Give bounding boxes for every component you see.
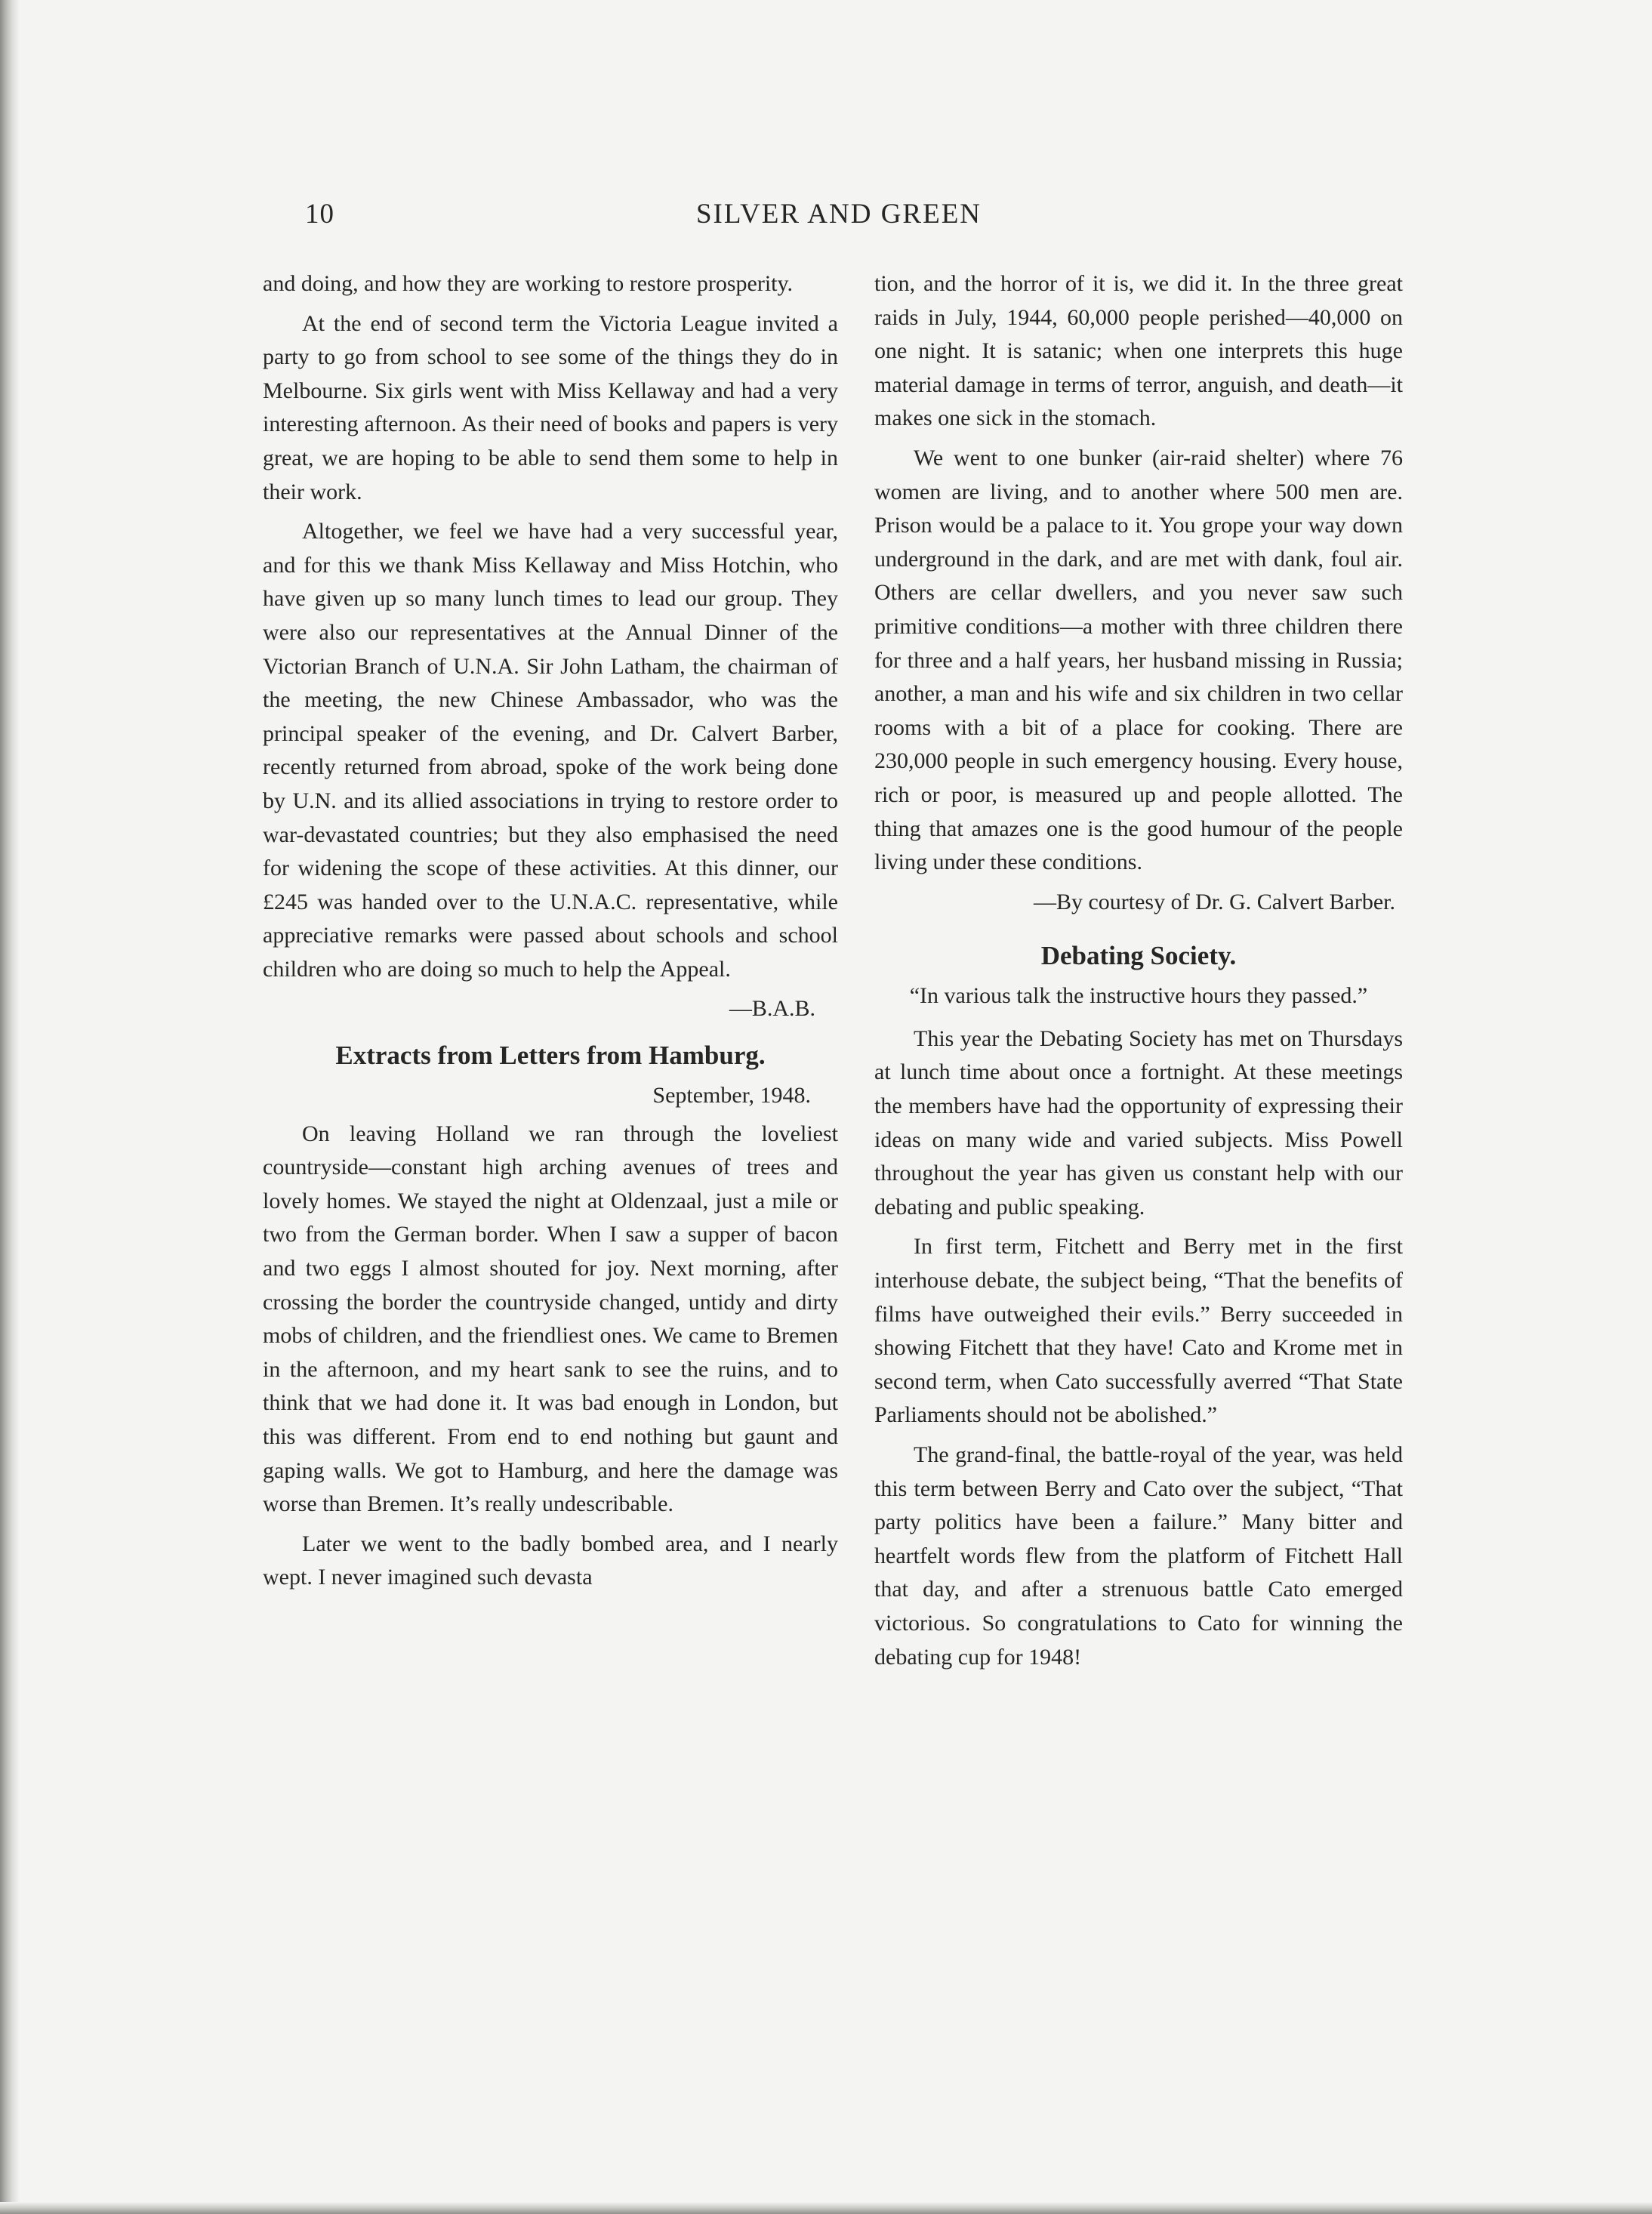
successful-year-paragraph: Altogether, we feel we have had a very successful year, and for this we thank Miss Kellaway and Miss Hotchin, who have given up so many lunch times to lead our group. They were also our representatives at the Annual Dinner of the Victorian Branch of U.N.A. Sir John Latham, the chairman of the meeting, the new Chinese Ambassador, who was the principal speaker of the evening, and Dr. Calvert Barber, recently returned from abroad, spoke of the work being done by U.N. and its allied associations in trying to restore order to war-devastated countries; but they also emphasised the need for widening the scope of these activities. At this dinner, our £245 was handed over to the U.N.A.C. representative, while appreciative remarks were passed about schools and school children who are doing so much to help the Appeal. bbox=[263, 519, 838, 982]
courtesy-credit: —By courtesy of Dr. G. Calvert Barber. bbox=[1033, 889, 1395, 914]
page-edge-shadow-left bbox=[0, 0, 20, 2214]
running-head bbox=[305, 198, 1373, 243]
victoria-league-paragraph: At the end of second term the Victoria League invited a party to go from school to see some of the things they do in Melbourne. Six girls went with Miss Kellaway and had a very interesting afternoon. As their need of books and papers is very great, we are hoping to be able to send them some to help in their work. bbox=[263, 310, 838, 504]
hamburg-paragraph-2: Later we went to the badly bombed area, and I nearly wept. I never imagined such devasta bbox=[263, 1531, 838, 1590]
hamburg-continued-paragraph: tion, and the horror of it is, we did it. In the three great raids in July, 1944, 60,000 people perished—40,000 on one night. It is satanic; when one interprets this huge material damage in terms of terror, anguish, and death—it makes one sick in the stomach. bbox=[874, 271, 1403, 431]
debating-heading: Debating Society. bbox=[1040, 941, 1237, 971]
debating-epigraph: “In various talk the instructive hours they passed.” bbox=[909, 983, 1368, 1009]
continued-paragraph: and doing, and how they are working to restore prosperity. bbox=[263, 271, 794, 296]
hamburg-heading: Extracts from Letters from Hamburg. bbox=[335, 1041, 766, 1071]
debating-paragraph-2: In first term, Fitchett and Berry met in the first interhouse debate, the subject being, “That the benefits of films have outweighed their evils.” Berry succeeded in showing Fitchett that they have! Cato and Krome met in second term, when Cato successfully averred “That State Parliaments should not be abolished.” bbox=[874, 1234, 1403, 1428]
signature-bab: —B.A.B. bbox=[729, 996, 815, 1022]
journal-title: SILVER AND GREEN bbox=[695, 199, 982, 230]
hamburg-paragraph-1: On leaving Holland we ran through the loveliest countryside—constant high arching avenues of trees and lovely homes. We stayed the night at Oldenzaal, just a mile or two from the German border. When I saw a supper of bacon and two eggs I almost shouted for joy. Next morning, after crossing the border the countryside changed, untidy and dirty mobs of children, and the friendliest ones. We came to Bremen in the afternoon, and my heart sank to see the ruins, and to think that we had done it. It was bad enough in London, but this was different. From end to end nothing but gaunt and gaping walls. We got to Hamburg, and here the damage was worse than Bremen. It’s really undescribable. bbox=[263, 1121, 838, 1517]
right-column bbox=[874, 267, 1403, 1680]
hamburg-dateline: September, 1948. bbox=[652, 1083, 811, 1109]
page-edge-shadow-bottom bbox=[0, 2202, 1652, 2214]
debating-paragraph-3: The grand-final, the battle-royal of the year, was held this term between Berry and Cato over the subject, “That party politics have been a failure.” Many bitter and heartfelt words flew from the platform of Fitchett Hall that day, and after a strenuous battle Cato emerged victorious. So congratulations to Cato for winning the debating cup for 1948! bbox=[874, 1442, 1403, 1670]
page-number: 10 bbox=[305, 199, 334, 230]
bunker-paragraph: We went to one bunker (air-raid shelter) where 76 women are living, and to another where 500 men are. Prison would be a palace to it. You grope your way down underground in the dark, and are met with dank, foul air. Others are cellar dwellers, and you never saw such primitive conditions—a mother with three children there for three and a half years, her husband missing in Russia; another, a man and his wife and six children in two cellar rooms with a bit of a place for cooking. There are 230,000 people in such emergency housing. Every house, rich or poor, is measured up and people allotted. The thing that amazes one is the good humour of the people living under these conditions. bbox=[874, 445, 1403, 875]
debating-paragraph-1: This year the Debating Society has met on Thursdays at lunch time about once a fortnight. At these meetings the members have had the opportunity of expressing their ideas on many wide and varied subjects. Miss Powell throughout the year has given us constant help with our debating and public speaking. bbox=[874, 1025, 1403, 1220]
left-column bbox=[263, 267, 838, 1601]
